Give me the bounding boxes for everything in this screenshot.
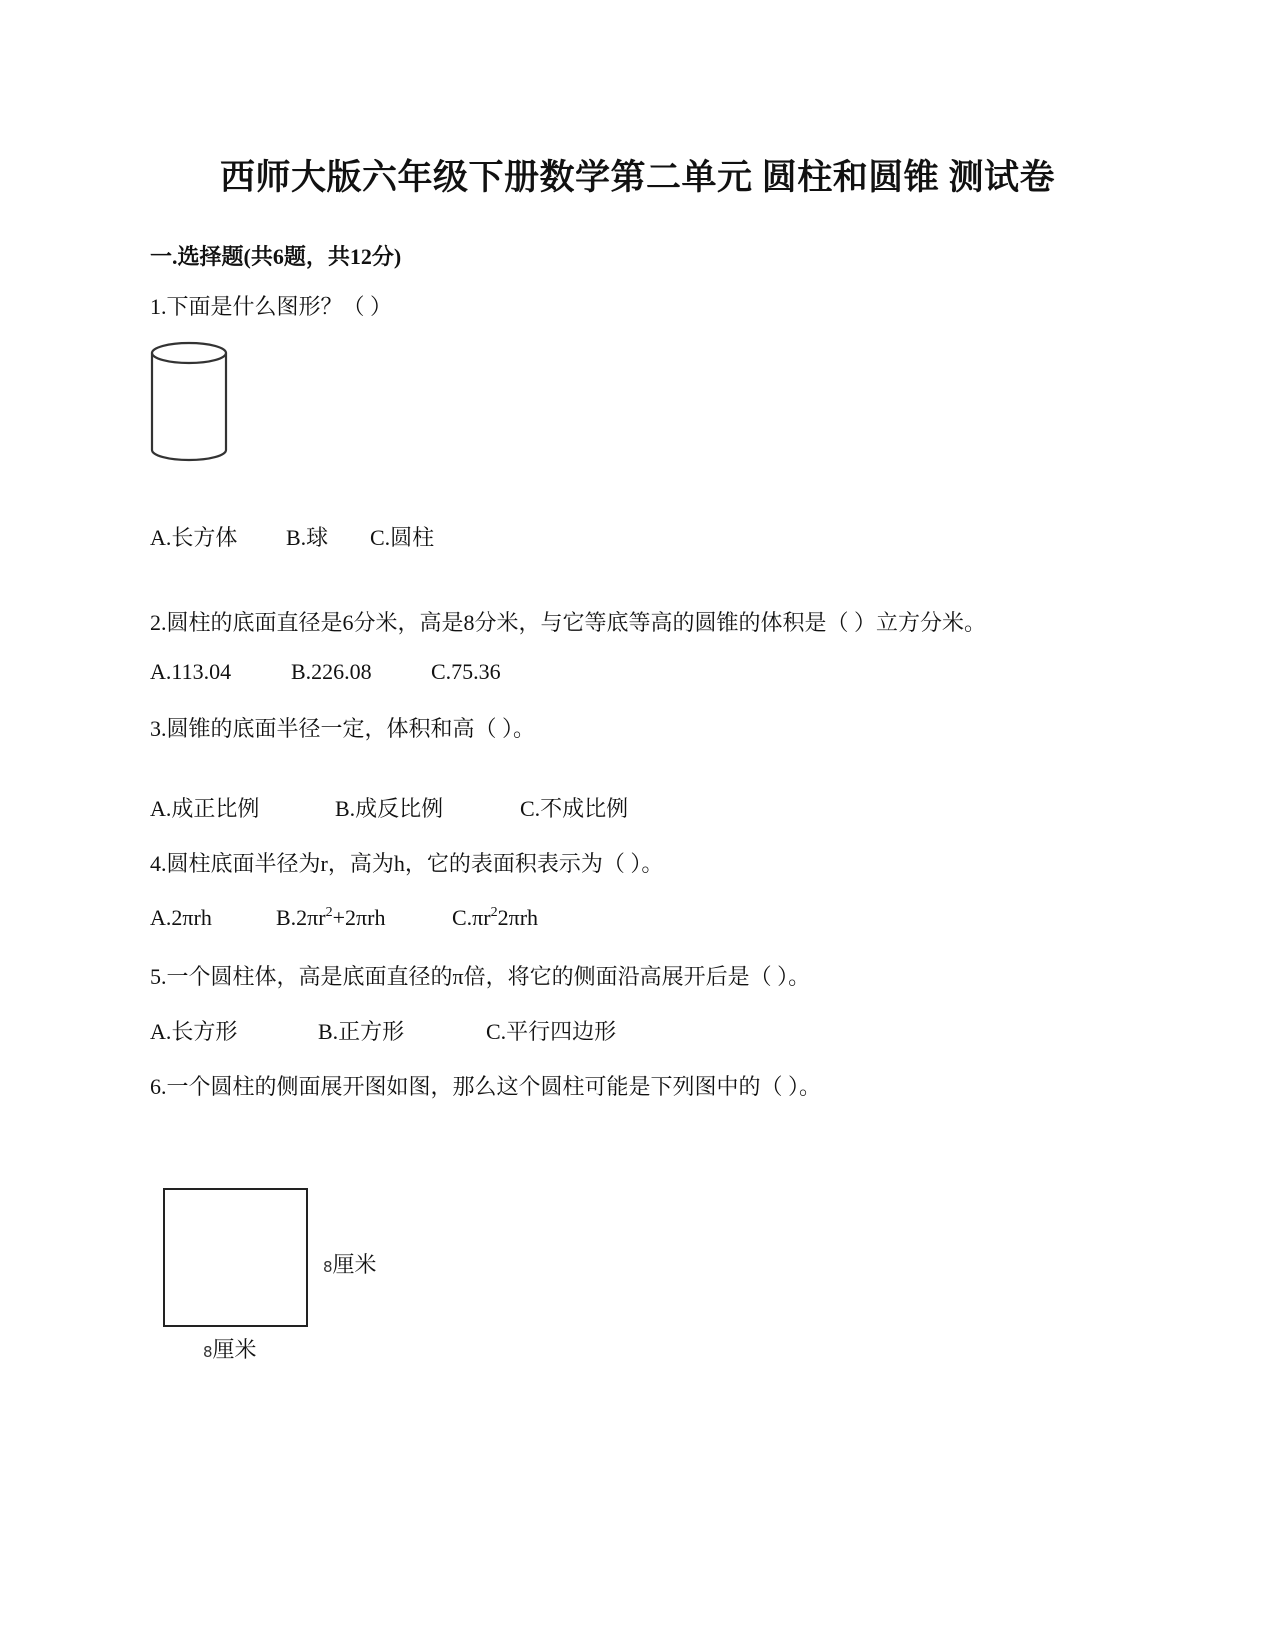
question-1-options — [150, 521, 434, 552]
option-1-c[interactable]: C.圆柱 — [370, 525, 435, 550]
square-bottom-label-number: 8 — [203, 1343, 213, 1361]
lateral-surface-square — [163, 1188, 308, 1327]
question-4-text: 4.圆柱底面半径为r，高为h，它的表面积表示为（ ）。 — [150, 851, 664, 876]
option-5-a[interactable]: A.长方形 — [150, 1019, 238, 1044]
option-1-b[interactable]: B.球 — [286, 525, 329, 550]
question-3-options — [150, 792, 628, 823]
option-2-a[interactable]: A.113.04 — [150, 659, 232, 684]
option-4-a[interactable]: A.2πrh — [150, 905, 212, 930]
option-1-a[interactable]: A.长方体 — [150, 525, 238, 550]
option-2-b[interactable]: B.226.08 — [291, 659, 372, 684]
square-bottom-label — [203, 1333, 257, 1364]
option-4-c-exponent: 2 — [490, 905, 498, 920]
question-5-options — [150, 1015, 616, 1046]
option-5-c[interactable]: C.平行四边形 — [486, 1019, 617, 1044]
square-bottom-label-unit: 厘米 — [212, 1338, 257, 1363]
option-4-c-suffix: 2πrh — [497, 905, 539, 930]
cylinder-top-ellipse — [152, 343, 226, 363]
section-heading: 一.选择题(共6题，共12分) — [150, 244, 402, 269]
square-side-label-number: 8 — [323, 1258, 333, 1276]
cylinder-figure — [148, 340, 232, 466]
cylinder-bottom-arc — [152, 450, 226, 460]
option-2-c[interactable]: C.75.36 — [431, 659, 501, 684]
option-3-b[interactable]: B.成反比例 — [335, 796, 444, 821]
option-4-b[interactable] — [276, 905, 452, 931]
option-4-c-prefix: C.πr — [452, 905, 491, 930]
option-4-b-suffix: +2πrh — [332, 905, 386, 930]
option-5-b[interactable]: B.正方形 — [318, 1019, 405, 1044]
question-2-text: 2.圆柱的底面直径是6分米，高是8分米，与它等底等高的圆锥的体积是（ ）立方分米。 — [150, 610, 987, 635]
option-3-a[interactable]: A.成正比例 — [150, 796, 260, 821]
option-3-c[interactable]: C.不成比例 — [520, 796, 629, 821]
question-4-options — [150, 905, 538, 931]
option-4-b-exponent: 2 — [325, 905, 333, 920]
option-4-b-prefix: B.2πr — [276, 905, 326, 930]
question-6-text: 6.一个圆柱的侧面展开图如图，那么这个圆柱可能是下列图中的（ ）。 — [150, 1074, 822, 1099]
question-2-options — [150, 659, 501, 685]
question-5-text: 5.一个圆柱体，高是底面直径的π倍，将它的侧面沿高展开后是（ ）。 — [150, 964, 811, 989]
question-3-text: 3.圆锥的底面半径一定，体积和高（ ）。 — [150, 716, 536, 741]
option-4-c[interactable] — [452, 905, 538, 931]
question-1-text: 1.下面是什么图形？（ ） — [150, 294, 393, 319]
document-title: 西师大版六年级下册数学第二单元 圆柱和圆锥 测试卷 — [219, 158, 1055, 197]
square-side-label-unit: 厘米 — [332, 1253, 377, 1278]
square-side-label — [323, 1248, 377, 1279]
